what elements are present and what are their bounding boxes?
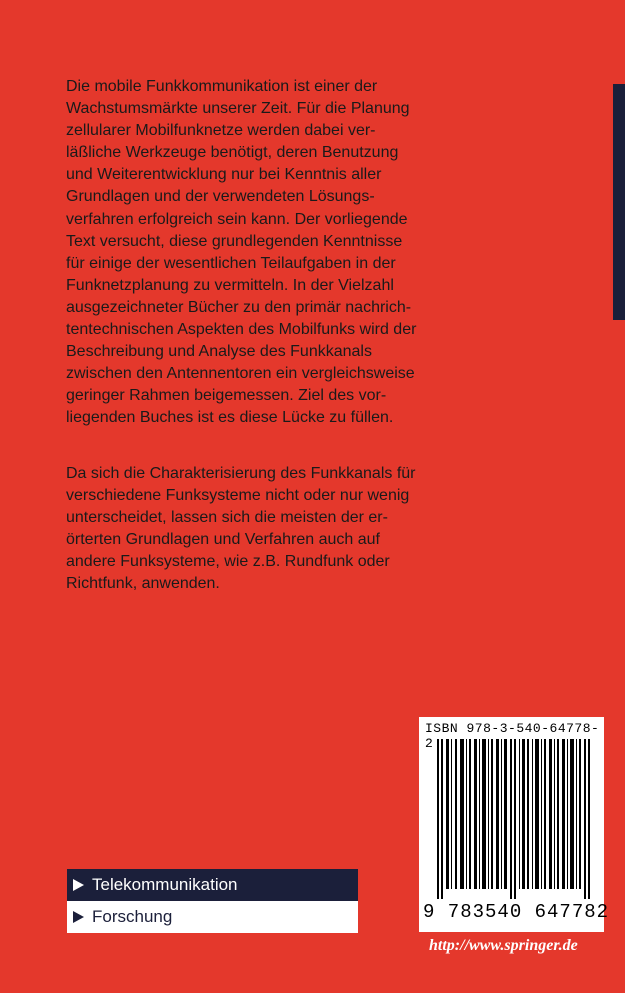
blurb-paragraph: Die mobile Funkkommunikation ist einer der Wachstumsmärkte unserer Zeit. Für die Planung zellularer Mobilfunknetze werden dabei ver- läßliche Werkzeuge benötigt, deren Benutzung und Weiterentwicklung nur bei Kenntnis aller Grundlagen und der verwendeten Lösungs- verfahren erfolgreich sein kann. Der vorliegende Text versucht, diese grundlegenden Kenntnisse für einige der wesentlichen Teilaufgaben in der Funknetzplanung zu vermitteln. In der Vielzahl ausgezeichneter Bücher zu den primär nachrich- tentechnischen Aspekten des Mobilfunks wird der Beschreibung und Analyse des Funkkanals zwischen den Antennentoren ein vergleichsweise geringer Rahmen beigemessen. Ziel des vor- liegenden Buches ist es diese Lücke zu füllen.	[66, 78, 417, 427]
barcode-digits: 9 783540 647782	[423, 901, 610, 923]
isbn-label: ISBN 978-3-540-64778-2	[425, 721, 600, 751]
triangle-right-icon	[73, 911, 84, 923]
series-item-label: Telekommunikation	[92, 875, 238, 894]
series-item-telekommunikation[interactable]	[67, 869, 358, 901]
barcode-bars	[427, 739, 597, 899]
series-item-forschung[interactable]	[67, 901, 358, 933]
isbn-barcode	[419, 717, 610, 932]
triangle-right-icon	[73, 879, 84, 891]
series-item-label: Forschung	[92, 907, 173, 926]
spine-edge-bar	[613, 84, 625, 320]
publisher-website[interactable]: http://www.springer.de	[429, 937, 578, 954]
blurb-paragraph: Da sich die Charakterisierung des Funkkanals für verschiedene Funksysteme nicht oder nur wenig unterscheidet, lassen sich die meisten der er- örterten Grundlagen und Verfahren auch auf andere Funksysteme, wie z.B. Rundfunk oder Richtfunk, anwenden.	[66, 464, 416, 592]
series-list	[67, 869, 358, 933]
back-cover-blurb	[66, 76, 566, 628]
